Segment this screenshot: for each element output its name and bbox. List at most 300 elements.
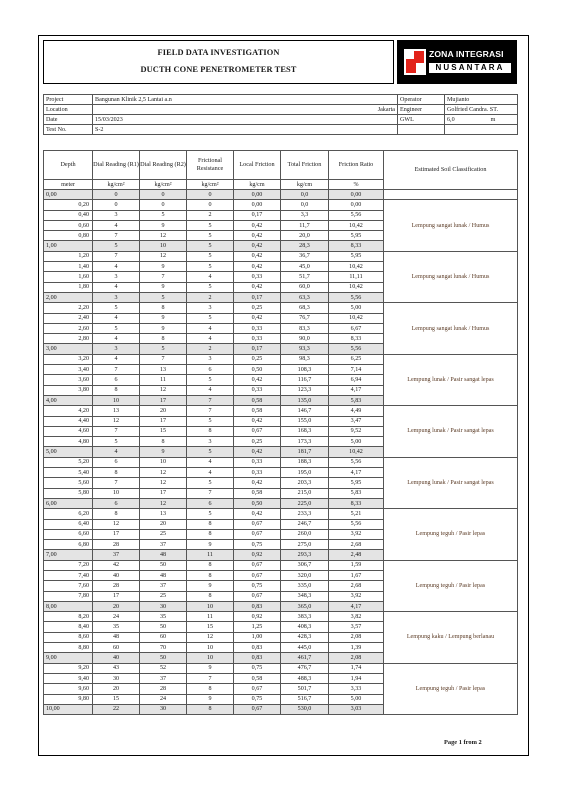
soil-classification-cell: Lempung lunak / Pasir sangat lepas (384, 354, 518, 405)
table-cell: 24 (140, 694, 187, 704)
table-cell: 10 (187, 653, 234, 663)
table-cell: 1,80 (44, 282, 93, 292)
table-cell: 0,17 (234, 210, 281, 220)
table-cell: 0,00 (234, 190, 281, 200)
report-header (43, 40, 394, 84)
table-cell: 2,08 (329, 632, 384, 642)
table-cell: 8 (93, 385, 140, 395)
table-cell: 13 (93, 406, 140, 416)
table-cell: 8 (140, 303, 187, 313)
table-cell: 275,0 (281, 540, 329, 550)
table-cell: 5,60 (44, 478, 93, 488)
table-cell: 0,0 (281, 190, 329, 200)
table-cell: 8 (187, 519, 234, 529)
table-cell: 108,3 (281, 365, 329, 375)
table-cell: 5,00 (329, 303, 384, 313)
date-value: 15/03/2023 (93, 115, 398, 125)
table-cell: 30 (140, 704, 187, 714)
table-cell: 10,42 (329, 313, 384, 323)
table-cell: 37 (93, 550, 140, 560)
table-cell: 9 (140, 262, 187, 272)
table-cell: 9 (140, 313, 187, 323)
table-cell: 168,3 (281, 426, 329, 436)
table-cell: 20 (93, 684, 140, 694)
table-cell: 30 (140, 601, 187, 611)
table-cell: 12 (187, 632, 234, 642)
logo-mark-icon (404, 49, 426, 75)
table-cell: 3,00 (44, 344, 93, 354)
table-cell: 3,33 (329, 684, 384, 694)
table-cell: 8,40 (44, 622, 93, 632)
table-row (44, 509, 518, 519)
table-cell: 0,25 (234, 354, 281, 364)
table-cell: 0,67 (234, 560, 281, 570)
table-cell: 5 (187, 313, 234, 323)
table-cell: 7,80 (44, 591, 93, 601)
soil-classification-cell: Lempung sangat lunak / Humus (384, 200, 518, 251)
table-cell: 4,60 (44, 426, 93, 436)
table-cell: 17 (93, 591, 140, 601)
table-cell: 4 (93, 334, 140, 344)
table-cell: 10 (187, 601, 234, 611)
table-cell: 9,20 (44, 663, 93, 673)
table-cell: 8,00 (44, 601, 93, 611)
table-cell: 83,3 (281, 323, 329, 333)
table-cell: 9 (140, 282, 187, 292)
table-cell: 9,80 (44, 694, 93, 704)
table-cell: 3,57 (329, 622, 384, 632)
table-cell: 5 (140, 344, 187, 354)
table-cell: 5 (187, 251, 234, 261)
table-cell: 188,3 (281, 457, 329, 467)
table-cell: 11 (140, 375, 187, 385)
table-cell: 2,40 (44, 313, 93, 323)
table-cell: 5,00 (329, 694, 384, 704)
soil-classification-cell: Lempung kaku / Lempung berlanau (384, 612, 518, 663)
table-cell: 10,42 (329, 262, 384, 272)
table-cell: 0,20 (44, 200, 93, 210)
table-cell: 20 (140, 519, 187, 529)
table-cell: 0,42 (234, 375, 281, 385)
table-cell: 3 (93, 292, 140, 302)
table-cell: 0 (140, 200, 187, 210)
table-cell: 0,42 (234, 282, 281, 292)
table-cell: 155,0 (281, 416, 329, 426)
table-cell: 501,7 (281, 684, 329, 694)
table-cell: 4,17 (329, 601, 384, 611)
table-cell: 9 (187, 663, 234, 673)
table-cell: 1,25 (234, 622, 281, 632)
table-row (44, 200, 518, 210)
table-cell: 0,00 (234, 200, 281, 210)
unit-total-friction: kg/cm (281, 180, 329, 190)
table-cell: 11 (187, 612, 234, 622)
soil-cell-empty (384, 190, 518, 200)
report-subtitle: DUCTH CONE PENETROMETER TEST (140, 65, 297, 74)
table-cell: 2,20 (44, 303, 93, 313)
table-cell: 0,42 (234, 251, 281, 261)
table-cell: 0,67 (234, 529, 281, 539)
table-cell: 28 (140, 684, 187, 694)
table-cell: 93,3 (281, 344, 329, 354)
table-cell: 70 (140, 643, 187, 653)
table-cell: 0,25 (234, 437, 281, 447)
table-cell: 8,60 (44, 632, 93, 642)
table-cell: 5 (187, 262, 234, 272)
table-cell: 37 (140, 540, 187, 550)
table-cell: 12 (140, 468, 187, 478)
table-cell: 0 (93, 190, 140, 200)
table-cell: 0,42 (234, 220, 281, 230)
table-cell: 10 (187, 643, 234, 653)
table-cell: 0,00 (329, 200, 384, 210)
col-header-depth: Depth (44, 151, 93, 180)
table-cell: 40 (93, 570, 140, 580)
blank-label (398, 125, 445, 135)
table-cell: 12 (93, 519, 140, 529)
gwl-label: GWL (398, 115, 445, 125)
table-cell: 0 (187, 200, 234, 210)
table-cell: 28 (93, 581, 140, 591)
table-cell: 8 (187, 570, 234, 580)
table-cell: 7 (140, 354, 187, 364)
unit-local-friction: kg/cm (234, 180, 281, 190)
table-cell: 20,0 (281, 231, 329, 241)
table-cell: 35 (93, 622, 140, 632)
table-cell: 11,11 (329, 272, 384, 282)
table-cell: 0,42 (234, 313, 281, 323)
table-cell: 4,17 (329, 385, 384, 395)
table-cell: 51,7 (281, 272, 329, 282)
table-cell: 8 (187, 426, 234, 436)
table-cell: 0 (140, 190, 187, 200)
table-cell: 0,17 (234, 344, 281, 354)
table-cell: 5 (93, 323, 140, 333)
table-cell: 0,42 (234, 447, 281, 457)
table-cell: 8,33 (329, 241, 384, 251)
table-cell: 5 (93, 303, 140, 313)
table-cell: 428,3 (281, 632, 329, 642)
table-cell: 4 (187, 457, 234, 467)
table-cell: 10,00 (44, 704, 93, 714)
test-label: Test No. (44, 125, 93, 135)
table-cell: 8,33 (329, 498, 384, 508)
table-cell: 0,50 (234, 498, 281, 508)
table-cell: 0,33 (234, 457, 281, 467)
table-cell: 2 (187, 210, 234, 220)
table-cell: 0,67 (234, 519, 281, 529)
table-cell: 60 (93, 643, 140, 653)
table-cell: 48 (140, 570, 187, 580)
table-cell: 5,56 (329, 457, 384, 467)
table-row (44, 190, 518, 200)
table-cell: 4 (187, 272, 234, 282)
table-cell: 146,7 (281, 406, 329, 416)
table-cell: 20 (93, 601, 140, 611)
table-cell: 1,00 (234, 632, 281, 642)
table-cell: 4 (187, 468, 234, 478)
project-label: Project (44, 95, 93, 105)
table-cell: 5,56 (329, 519, 384, 529)
table-cell: 9 (187, 694, 234, 704)
table-cell: 7,20 (44, 560, 93, 570)
table-cell: 365,0 (281, 601, 329, 611)
table-cell: 516,7 (281, 694, 329, 704)
table-cell: 24 (93, 612, 140, 622)
table-cell: 28 (93, 540, 140, 550)
soil-classification-cell: Lempung teguh / Pasir lepas (384, 560, 518, 611)
table-row (44, 560, 518, 570)
table-cell: 50 (140, 560, 187, 570)
operator-value: Mujianto (445, 95, 518, 105)
table-cell: 5,83 (329, 488, 384, 498)
table-cell: 68,3 (281, 303, 329, 313)
col-header-dial-r1: Dial Reading (R1) (93, 151, 140, 180)
company-logo (397, 40, 517, 84)
project-info-table (43, 94, 518, 135)
table-cell: 3,40 (44, 365, 93, 375)
table-cell: 4 (93, 313, 140, 323)
soil-classification-cell: Lempung sangat lunak / Humus (384, 251, 518, 302)
table-cell: 215,0 (281, 488, 329, 498)
table-cell: 28,3 (281, 241, 329, 251)
table-cell: 9 (140, 447, 187, 457)
col-header-dial-r2: Dial Reading (R2) (140, 151, 187, 180)
table-cell: 0,42 (234, 416, 281, 426)
table-cell: 0,60 (44, 220, 93, 230)
table-cell: 3 (93, 344, 140, 354)
table-cell: 10,42 (329, 220, 384, 230)
table-cell: 181,7 (281, 447, 329, 457)
table-cell: 7,40 (44, 570, 93, 580)
table-cell: 12 (93, 416, 140, 426)
table-cell: 1,20 (44, 251, 93, 261)
table-cell: 5 (187, 220, 234, 230)
table-cell: 0,17 (234, 292, 281, 302)
table-cell: 8 (187, 684, 234, 694)
table-row (44, 354, 518, 364)
col-header-friction-ratio: Friction Ratio (329, 151, 384, 180)
table-cell: 0,67 (234, 426, 281, 436)
unit-dial-r1: kg/cm² (93, 180, 140, 190)
table-cell: 3 (187, 437, 234, 447)
table-cell: 12 (140, 478, 187, 488)
table-cell: 5 (187, 447, 234, 457)
table-cell: 6 (93, 457, 140, 467)
table-cell: 5,56 (329, 210, 384, 220)
table-cell: 60,0 (281, 282, 329, 292)
gwl-value-cell (445, 115, 518, 125)
table-cell: 36,7 (281, 251, 329, 261)
table-cell: 530,0 (281, 704, 329, 714)
table-cell: 0,58 (234, 406, 281, 416)
table-cell: 3 (187, 303, 234, 313)
table-cell: 25 (140, 591, 187, 601)
table-cell: 6 (187, 498, 234, 508)
table-cell: 7 (93, 478, 140, 488)
table-cell: 293,3 (281, 550, 329, 560)
table-cell: 0,83 (234, 653, 281, 663)
engineer-label: Engineer (398, 105, 445, 115)
table-cell: 5,21 (329, 509, 384, 519)
table-cell: 11 (187, 550, 234, 560)
table-cell: 17 (140, 395, 187, 405)
blank-value (445, 125, 518, 135)
table-cell: 8 (93, 509, 140, 519)
table-cell: 0,67 (234, 684, 281, 694)
table-cell: 203,3 (281, 478, 329, 488)
gwl-value: 6,0 (447, 116, 455, 123)
table-cell: 1,74 (329, 663, 384, 673)
unit-friction-ratio: % (329, 180, 384, 190)
table-row (44, 663, 518, 673)
table-cell: 50 (140, 653, 187, 663)
logo-text-line1: ZONA INTEGRASI (429, 49, 504, 59)
table-cell: 7,14 (329, 365, 384, 375)
table-cell: 4 (93, 220, 140, 230)
table-cell: 8,80 (44, 643, 93, 653)
table-cell: 0,67 (234, 704, 281, 714)
table-cell: 8 (187, 560, 234, 570)
table-cell: 0,75 (234, 694, 281, 704)
table-cell: 225,0 (281, 498, 329, 508)
table-row (44, 457, 518, 467)
table-cell: 0,75 (234, 581, 281, 591)
table-cell: 0,58 (234, 395, 281, 405)
table-cell: 5,95 (329, 251, 384, 261)
table-cell: 5,20 (44, 457, 93, 467)
table-cell: 1,00 (44, 241, 93, 251)
table-cell: 0,92 (234, 612, 281, 622)
table-cell: 4 (93, 354, 140, 364)
table-cell: 0,0 (281, 200, 329, 210)
table-cell: 17 (93, 529, 140, 539)
date-label: Date (44, 115, 93, 125)
table-cell: 6,67 (329, 323, 384, 333)
cpt-data-table (43, 150, 518, 715)
table-cell: 50 (140, 622, 187, 632)
table-cell: 0,00 (44, 190, 93, 200)
table-cell: 1,39 (329, 643, 384, 653)
table-cell: 7 (140, 272, 187, 282)
table-cell: 9 (140, 220, 187, 230)
table-cell: 0 (93, 200, 140, 210)
table-cell: 7 (93, 365, 140, 375)
table-cell: 9 (187, 540, 234, 550)
table-cell: 10 (140, 241, 187, 251)
table-row (44, 612, 518, 622)
table-cell: 2,00 (44, 292, 93, 302)
table-cell: 40 (93, 653, 140, 663)
table-cell: 12 (140, 251, 187, 261)
table-cell: 0,58 (234, 673, 281, 683)
table-cell: 5 (140, 292, 187, 302)
table-cell: 335,0 (281, 581, 329, 591)
table-cell: 15 (140, 426, 187, 436)
table-cell: 5 (187, 509, 234, 519)
table-cell: 15 (187, 622, 234, 632)
table-cell: 461,7 (281, 653, 329, 663)
table-cell: 5,56 (329, 292, 384, 302)
location-label: Location (44, 105, 93, 115)
table-cell: 383,3 (281, 612, 329, 622)
table-cell: 5 (187, 416, 234, 426)
table-cell: 4,00 (44, 395, 93, 405)
table-cell: 0,33 (234, 323, 281, 333)
table-cell: 0,42 (234, 262, 281, 272)
table-cell: 0,83 (234, 601, 281, 611)
table-cell: 7 (187, 673, 234, 683)
col-header-frictional-resistance: Frictional Resistance (187, 151, 234, 180)
table-cell: 10 (140, 457, 187, 467)
table-cell: 25 (140, 529, 187, 539)
table-cell: 6,60 (44, 529, 93, 539)
table-cell: 7 (187, 406, 234, 416)
table-cell: 52 (140, 663, 187, 673)
col-header-soil-classification: Estimated Soil Classification (384, 151, 518, 190)
table-cell: 90,0 (281, 334, 329, 344)
table-cell: 5,56 (329, 344, 384, 354)
table-cell: 2,68 (329, 540, 384, 550)
table-cell: 8 (140, 334, 187, 344)
table-cell: 8 (187, 591, 234, 601)
table-cell: 7 (93, 231, 140, 241)
table-cell: 7 (187, 395, 234, 405)
table-cell: 0,42 (234, 478, 281, 488)
table-cell: 0,42 (234, 241, 281, 251)
report-title: FIELD DATA INVESTIGATION (157, 48, 280, 57)
unit-depth: meter (44, 180, 93, 190)
table-cell: 10,42 (329, 447, 384, 457)
table-cell: 5,00 (44, 447, 93, 457)
table-cell: 12 (140, 231, 187, 241)
table-cell: 37 (140, 581, 187, 591)
table-cell: 6 (93, 375, 140, 385)
table-cell: 5,40 (44, 468, 93, 478)
table-cell: 0,33 (234, 385, 281, 395)
table-cell: 5 (140, 210, 187, 220)
table-cell: 2,68 (329, 581, 384, 591)
table-cell: 3,82 (329, 612, 384, 622)
table-cell: 22 (93, 704, 140, 714)
table-cell: 4,40 (44, 416, 93, 426)
table-cell: 45,0 (281, 262, 329, 272)
table-cell: 10 (93, 395, 140, 405)
table-cell: 0 (187, 190, 234, 200)
table-cell: 0,00 (329, 190, 384, 200)
table-cell: 5 (187, 241, 234, 251)
table-cell: 6 (187, 365, 234, 375)
table-cell: 320,0 (281, 570, 329, 580)
table-cell: 9,60 (44, 684, 93, 694)
table-cell: 4,49 (329, 406, 384, 416)
table-cell: 246,7 (281, 519, 329, 529)
table-cell: 60 (140, 632, 187, 642)
table-cell: 6,80 (44, 540, 93, 550)
table-cell: 5 (187, 478, 234, 488)
col-header-local-friction: Local Friction (234, 151, 281, 180)
table-cell: 8 (93, 468, 140, 478)
table-cell: 4,20 (44, 406, 93, 416)
table-cell: 11,7 (281, 220, 329, 230)
table-cell: 98,3 (281, 354, 329, 364)
table-cell: 15 (93, 694, 140, 704)
table-cell: 3 (187, 354, 234, 364)
gwl-unit: m (490, 116, 496, 123)
soil-classification-cell: Lempung sangat lunak / Humus (384, 303, 518, 354)
table-cell: 0,33 (234, 468, 281, 478)
table-cell: 12 (140, 498, 187, 508)
